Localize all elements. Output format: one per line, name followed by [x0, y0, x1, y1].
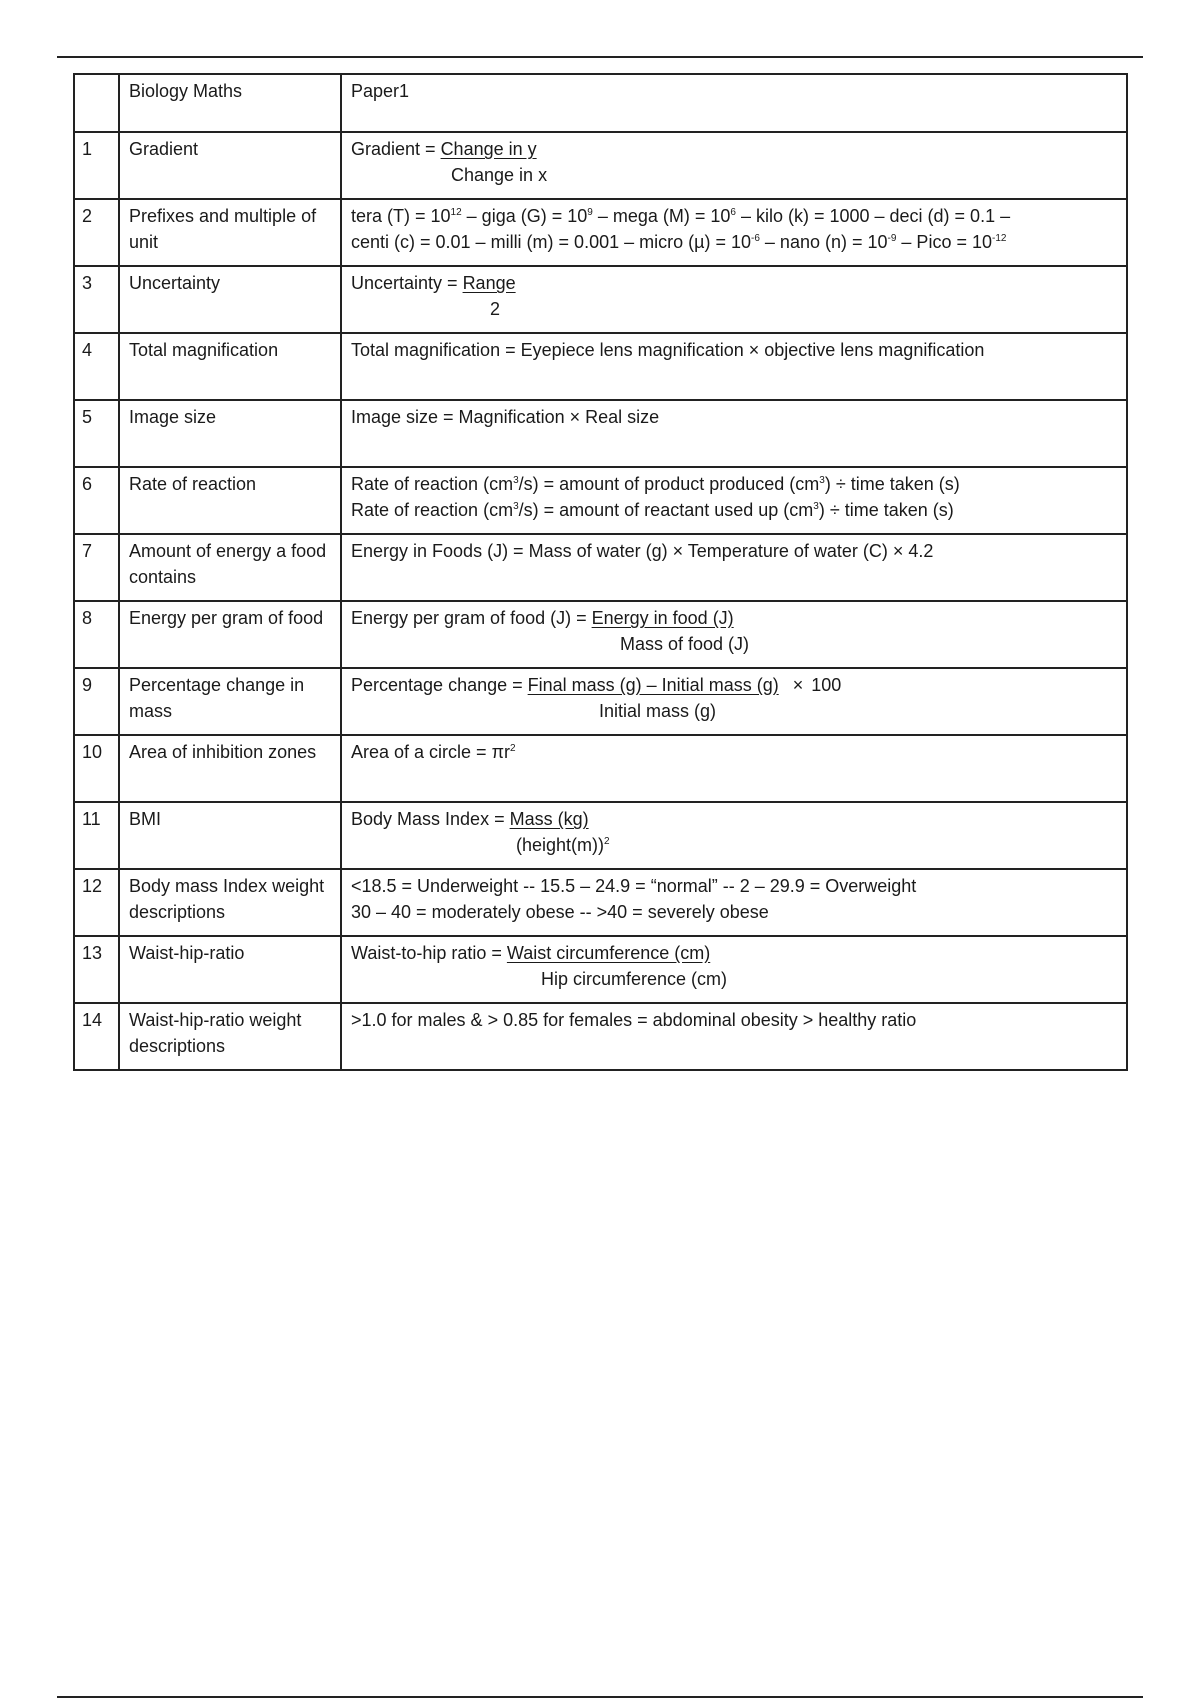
row-number: 7	[74, 534, 119, 601]
row-number: 6	[74, 467, 119, 534]
formula-text: ) ÷ time taken (s)	[824, 474, 960, 494]
formula-line-1	[351, 471, 1117, 497]
formula-denominator: (height(m))	[516, 835, 605, 855]
formula-line-2	[351, 497, 1117, 523]
row-formula	[341, 735, 1127, 802]
row-number: 13	[74, 936, 119, 1003]
bottom-rule	[57, 1696, 1143, 1698]
table-row	[74, 132, 1127, 199]
exponent: 2	[604, 836, 610, 847]
table-row	[74, 668, 1127, 735]
formula-numerator: Range	[462, 273, 516, 293]
row-topic: Gradient	[119, 132, 341, 199]
exponent: 12	[450, 207, 462, 218]
formula-denominator: Mass of food (J)	[620, 634, 750, 654]
formula-text: – giga (G) = 10	[461, 206, 588, 226]
formula-text: Rate of reaction (cm	[351, 474, 514, 494]
row-number: 1	[74, 132, 119, 199]
row-number: 3	[74, 266, 119, 333]
row-formula	[341, 668, 1127, 735]
formula-numerator: Final mass (g) – Initial mass (g)	[527, 675, 779, 695]
formula-text: – nano (n) = 10	[759, 232, 888, 252]
formula-text: – mega (M) = 10	[592, 206, 731, 226]
exponent: 6	[730, 207, 736, 218]
formula-lead: Body Mass Index =	[351, 809, 510, 829]
row-topic: Energy per gram of food	[119, 601, 341, 668]
exponent: -12	[992, 233, 1007, 244]
row-topic: Rate of reaction	[119, 467, 341, 534]
row-topic: Area of inhibition zones	[119, 735, 341, 802]
row-number: 5	[74, 400, 119, 467]
row-number: 14	[74, 1003, 119, 1070]
row-formula	[341, 869, 1127, 936]
formula-denominator-wrap	[351, 832, 1117, 858]
formula-lead: Energy per gram of food (J) =	[351, 608, 592, 628]
row-formula	[341, 936, 1127, 1003]
table-row	[74, 467, 1127, 534]
row-topic: Percentage change in mass	[119, 668, 341, 735]
topic-heading: Biology Maths	[119, 74, 341, 132]
formula-lead: Waist-to-hip ratio =	[351, 943, 507, 963]
formula-line-2: 30 – 40 = moderately obese -- >40 = severely obese	[351, 902, 769, 922]
formula-text: /s) = amount of reactant used up (cm	[518, 500, 814, 520]
table-row	[74, 1003, 1127, 1070]
table-row	[74, 936, 1127, 1003]
formula-denominator: Change in x	[451, 165, 548, 185]
multiply-sign: ×	[792, 675, 804, 695]
formula-denominator: Initial mass (g)	[599, 701, 717, 721]
exponent: -9	[887, 233, 897, 244]
row-topic: Image size	[119, 400, 341, 467]
row-formula: Image size = Magnification × Real size	[341, 400, 1127, 467]
formula-text: – Pico = 10	[896, 232, 992, 252]
exponent: 2	[509, 743, 516, 754]
table-row	[74, 735, 1127, 802]
header-num-cell	[74, 74, 119, 132]
row-number: 9	[74, 668, 119, 735]
table-row	[74, 534, 1127, 601]
formula-denominator: 2	[490, 299, 501, 319]
header-row	[74, 74, 1127, 132]
exponent: 3	[513, 475, 519, 486]
table-row	[74, 601, 1127, 668]
table-row	[74, 333, 1127, 400]
row-formula	[341, 266, 1127, 333]
exponent: 3	[513, 501, 519, 512]
formula-numerator: Mass (kg)	[509, 809, 589, 829]
exponent: 3	[813, 501, 819, 512]
formula-lead: Gradient =	[351, 139, 441, 159]
row-topic: Uncertainty	[119, 266, 341, 333]
row-number: 8	[74, 601, 119, 668]
row-topic: Amount of energy a food contains	[119, 534, 341, 601]
formula-numerator: Energy in food (J)	[591, 608, 734, 628]
row-topic: Waist-hip-ratio weight descriptions	[119, 1003, 341, 1070]
row-formula: Energy in Foods (J) = Mass of water (g) × Temperature of water (C) × 4.2	[341, 534, 1127, 601]
exponent: 3	[819, 475, 825, 486]
row-topic: BMI	[119, 802, 341, 869]
row-formula	[341, 199, 1127, 266]
formula-lead: Percentage change =	[351, 675, 528, 695]
formula-text: – kilo (k) = 1000 – deci (d) = 0.1 –	[735, 206, 1011, 226]
row-formula	[341, 601, 1127, 668]
row-topic: Waist-hip-ratio	[119, 936, 341, 1003]
biology-maths-table	[73, 73, 1128, 1071]
table-row	[74, 266, 1127, 333]
formula-text: ) ÷ time taken (s)	[818, 500, 954, 520]
row-topic: Total magnification	[119, 333, 341, 400]
formula-line-1: <18.5 = Underweight -- 15.5 – 24.9 = “normal” -- 2 – 29.9 = Overweight	[351, 876, 917, 896]
formula-factor: 100	[811, 675, 842, 695]
formula-numerator: Waist circumference (cm)	[506, 943, 711, 963]
table-row	[74, 802, 1127, 869]
formula-numerator: Change in y	[440, 139, 537, 159]
top-rule	[57, 56, 1143, 58]
row-formula: Total magnification = Eyepiece lens magnification × objective lens magnification	[341, 333, 1127, 400]
table-row	[74, 400, 1127, 467]
row-formula: >1.0 for males & > 0.85 for females = abdominal obesity > healthy ratio	[341, 1003, 1127, 1070]
table-row	[74, 199, 1127, 266]
formula-text: centi (c) = 0.01 – milli (m) = 0.001 – micro (µ) = 10	[351, 232, 752, 252]
formula-denominator: Hip circumference (cm)	[541, 969, 728, 989]
row-number: 2	[74, 199, 119, 266]
exponent: -6	[751, 233, 760, 244]
formula-text: /s) = amount of product produced (cm	[518, 474, 820, 494]
table-row	[74, 869, 1127, 936]
row-formula	[341, 802, 1127, 869]
formula-lead: Uncertainty =	[351, 273, 463, 293]
row-number: 10	[74, 735, 119, 802]
row-formula	[341, 132, 1127, 199]
row-formula	[341, 467, 1127, 534]
formula-lead: Area of a circle = πr	[351, 742, 510, 762]
row-topic: Body mass Index weight descriptions	[119, 869, 341, 936]
formula-line-2	[351, 229, 1117, 255]
formula-text: tera (T) = 10	[351, 206, 451, 226]
row-number: 4	[74, 333, 119, 400]
exponent: 9	[587, 207, 593, 218]
row-number: 12	[74, 869, 119, 936]
formula-text: Rate of reaction (cm	[351, 500, 514, 520]
row-number: 11	[74, 802, 119, 869]
formula-heading: Paper1	[341, 74, 1127, 132]
row-topic: Prefixes and multiple of unit	[119, 199, 341, 266]
formula-line-1	[351, 203, 1117, 229]
